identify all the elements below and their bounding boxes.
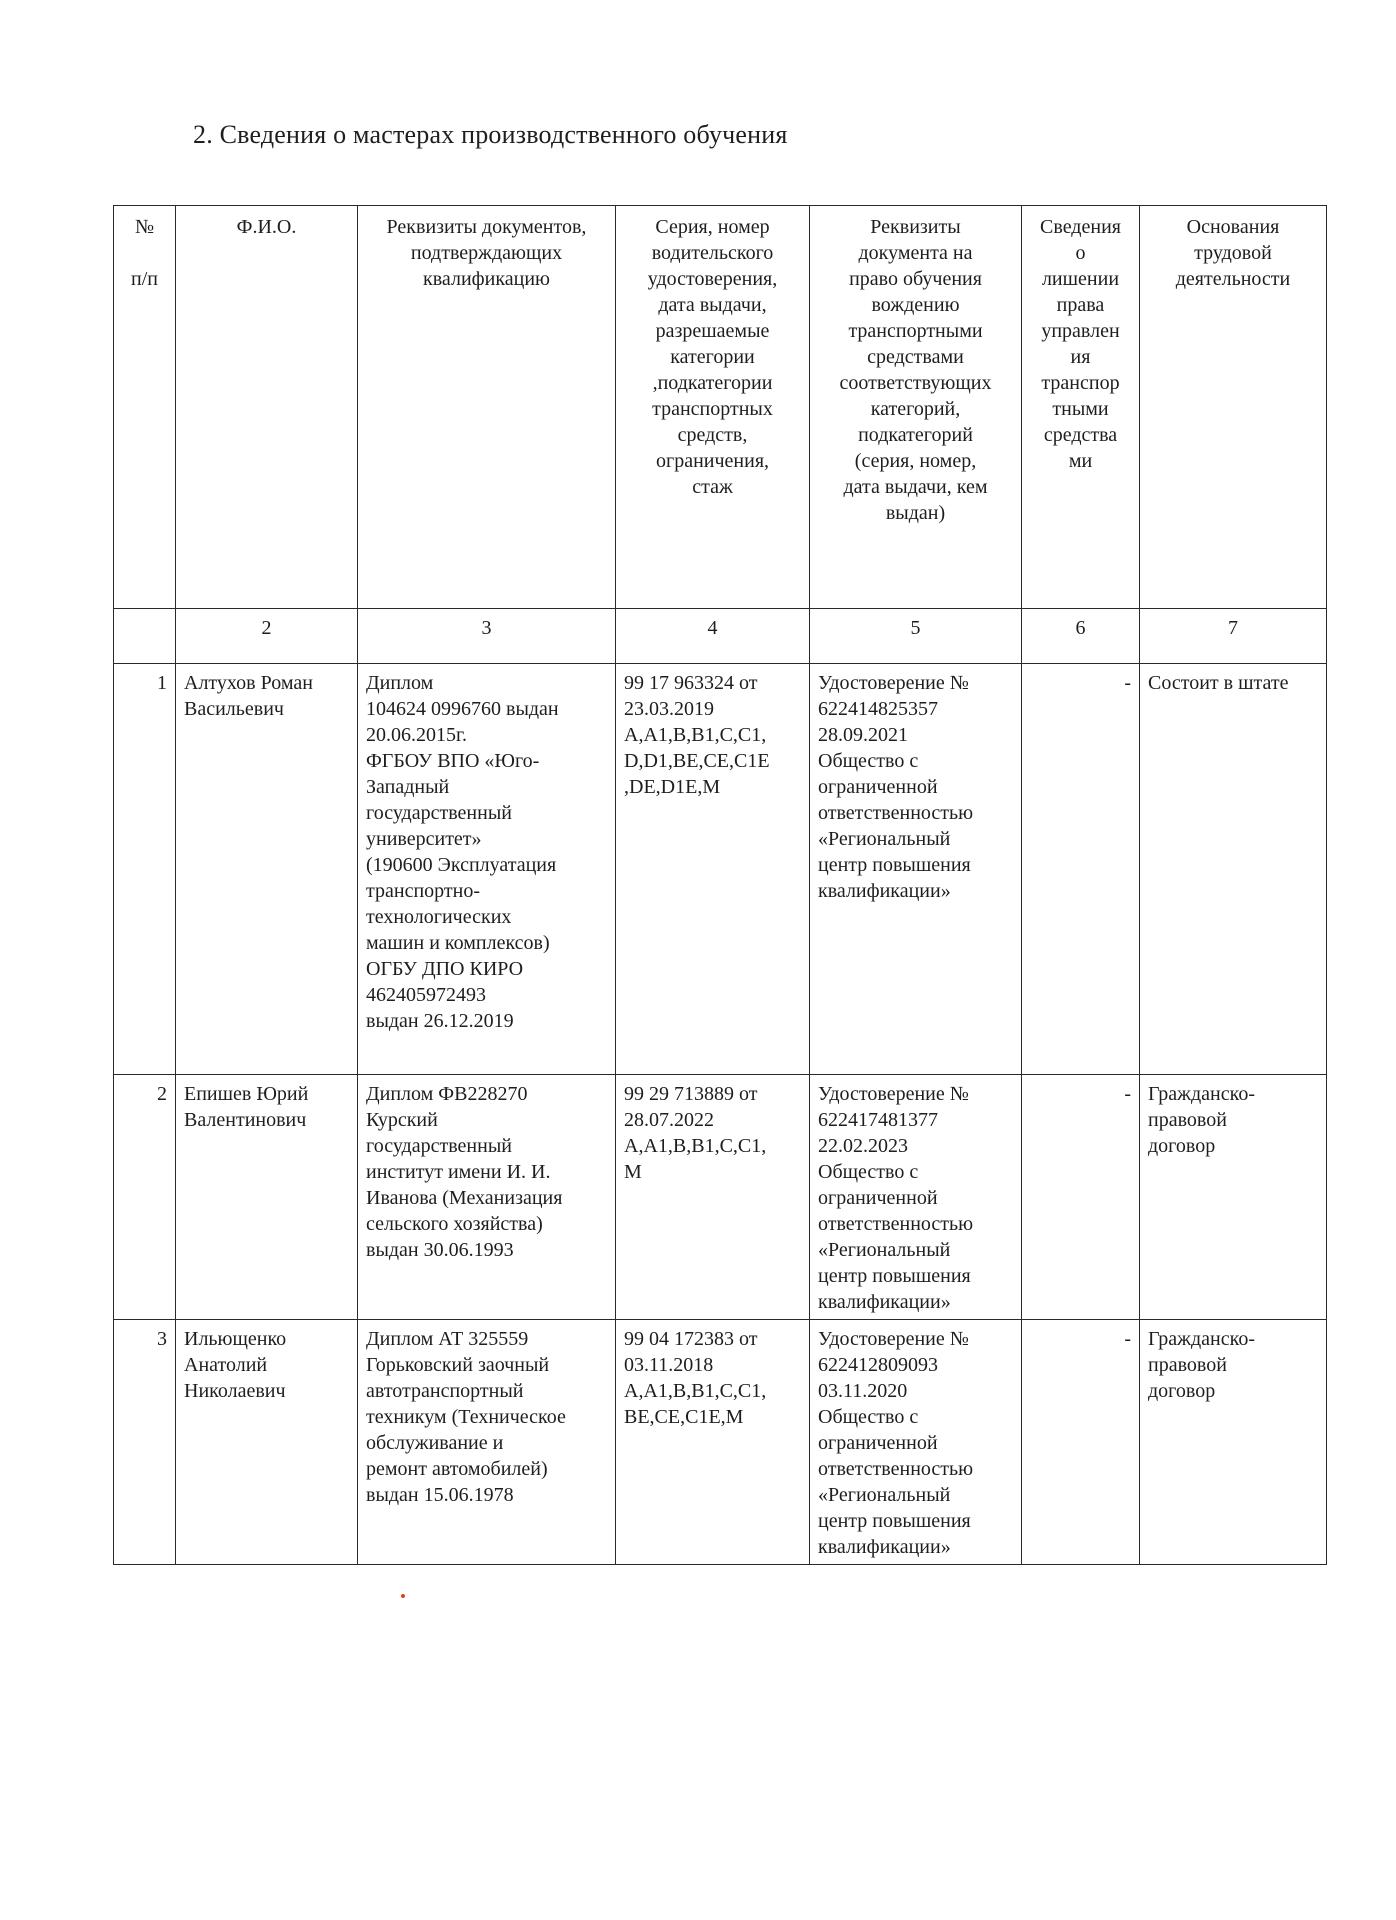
row-number: 3: [114, 1320, 176, 1565]
row-qualification-docs: Диплом АТ 325559 Горьковский заочный автотранспортный техникум (Техническое обслуживание и ремонт автомобилей) выдан 15.06.1978: [358, 1320, 616, 1565]
header-number: [114, 206, 176, 609]
row-employment-basis: Состоит в штате: [1140, 664, 1327, 1075]
column-number: 2: [176, 609, 358, 664]
row-driver-license: 99 29 713889 от 28.07.2022 A,A1,B,B1,C,C1, M: [616, 1075, 810, 1320]
row-employment-basis: Гражданско- правовой договор: [1140, 1320, 1327, 1565]
row-teaching-certificate: Удостоверение № 622414825357 28.09.2021 Общество с ограниченной ответственностью «Региональный центр повышения квалификации»: [810, 664, 1022, 1075]
section-heading: 2. Сведения о мастерах производственного обучения: [193, 120, 788, 149]
row-number: 1: [114, 664, 176, 1075]
row-teaching-certificate: Удостоверение № 622412809093 03.11.2020 Общество с ограниченной ответственностью «Региональный центр повышения квалификации»: [810, 1320, 1022, 1565]
header-teaching-certificate: Реквизиты документа на право обучения вождению транспортными средствами соответствующих категорий, подкатегорий (серия, номер, дата выдачи, кем выдан): [810, 206, 1022, 609]
header-fio: Ф.И.О.: [176, 206, 358, 609]
header-driver-license: Серия, номер водительского удостоверения, дата выдачи, разрешаемые категории ,подкатегории транспортных средств, ограничения, стаж: [616, 206, 810, 609]
row-number: 2: [114, 1075, 176, 1320]
row-qualification-docs: Диплом ФВ228270 Курский государственный институт имени И. И. Иванова (Механизация сельского хозяйства) выдан 30.06.1993: [358, 1075, 616, 1320]
row-driver-license: 99 17 963324 от 23.03.2019 A,A1,B,B1,C,C1, D,D1,BE,CE,C1E ,DE,D1E,M: [616, 664, 810, 1075]
header-qualification-docs: Реквизиты документов, подтверждающих квалификацию: [358, 206, 616, 609]
column-number: 5: [810, 609, 1022, 664]
row-fio: Епишев Юрий Валентинович: [176, 1075, 358, 1320]
row-qualification-docs: Диплом 104624 0996760 выдан 20.06.2015г. ФГБОУ ВПО «Юго- Западный государственный университет» (190600 Эксплуатация транспортно- технологических машин и комплексов) ОГБУ ДПО КИРО 462405972493 выдан 26.12.2019: [358, 664, 616, 1075]
row-fio: Ильющенко Анатолий Николаевич: [176, 1320, 358, 1565]
table-row: [114, 1075, 1327, 1320]
header-row: [114, 206, 1327, 609]
row-teaching-certificate: Удостоверение № 622417481377 22.02.2023 Общество с ограниченной ответственностью «Региональный центр повышения квалификации»: [810, 1075, 1022, 1320]
header-employment-basis: Основания трудовой деятельности: [1140, 206, 1327, 609]
table-row: [114, 1320, 1327, 1565]
column-number: 4: [616, 609, 810, 664]
header-number-pp: п/п: [131, 268, 158, 290]
table-row: [114, 664, 1327, 1075]
column-number: 3: [358, 609, 616, 664]
row-license-deprivation: -: [1022, 1320, 1140, 1565]
row-employment-basis: Гражданско- правовой договор: [1140, 1075, 1327, 1320]
row-license-deprivation: -: [1022, 664, 1140, 1075]
column-number: 6: [1022, 609, 1140, 664]
row-fio: Алтухов Роман Васильевич: [176, 664, 358, 1075]
column-number-row: [114, 609, 1327, 664]
header-number-sign: №: [134, 216, 155, 238]
column-number-empty: [114, 609, 176, 664]
masters-table: [113, 205, 1327, 1565]
header-license-deprivation: Сведения о лишении права управлен ия транспор тными средства ми: [1022, 206, 1140, 609]
scan-mark: [401, 1594, 405, 1598]
row-driver-license: 99 04 172383 от 03.11.2018 A,A1,B,B1,C,C1, BE,CE,C1E,M: [616, 1320, 810, 1565]
column-number: 7: [1140, 609, 1327, 664]
row-license-deprivation: -: [1022, 1075, 1140, 1320]
